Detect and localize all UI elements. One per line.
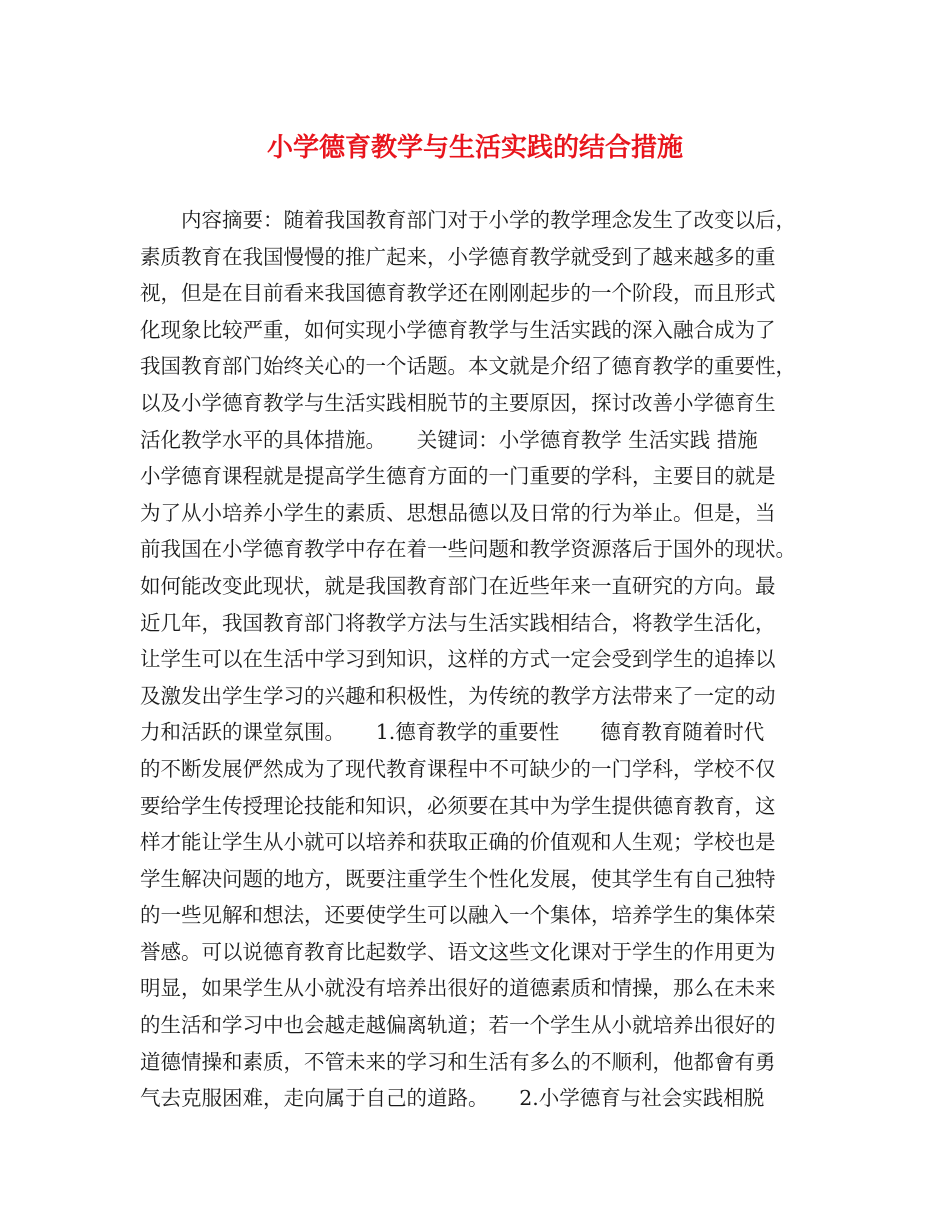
- text-line: 如何能改变此现状，就是我国教育部门在近些年来一直研究的方向。最: [140, 573, 776, 598]
- text-line: 样才能让学生从小就可以培养和获取正确的价值观和人生观；学校也是: [140, 830, 776, 855]
- document-title: 小学德育教学与生活实践的结合措施: [266, 133, 683, 163]
- text-line: 的不断发展俨然成为了现代教育课程中不可缺少的一门学科，学校不仅: [140, 756, 776, 781]
- text-line: 道德情操和素质，不管未来的学习和生活有多么的不顺利，他都會有勇: [140, 1049, 776, 1074]
- document-body: [140, 202, 820, 1117]
- text-line: 的生活和学习中也会越走越偏离轨道；若一个学生从小就培养出很好的: [140, 1013, 776, 1038]
- text-line: 以及小学德育教学与生活实践相脱节的主要原因，探讨改善小学德育生: [140, 390, 776, 415]
- text-line: 力和活跃的课堂氛围。 1.德育教学的重要性 德育教育随着时代: [140, 720, 765, 745]
- text-line: 明显，如果学生从小就没有培养出很好的道德素质和情操，那么在未来: [140, 976, 776, 1001]
- text-line: 素质教育在我国慢慢的推广起来，小学德育教学就受到了越来越多的重: [140, 244, 776, 269]
- text-line: 视，但是在目前看来我国德育教学还在刚刚起步的一个阶段，而且形式: [140, 281, 776, 306]
- text-line: 内容摘要：随着我国教育部门对于小学的教学理念发生了改变以后，: [140, 208, 796, 232]
- text-line: 化现象比较严重，如何实现小学德育教学与生活实践的深入融合成为了: [140, 317, 776, 342]
- text-line: 前我国在小学德育教学中存在着一些问题和教学资源落后于国外的现状。: [140, 537, 796, 562]
- text-line: 的一些见解和想法，还要使学生可以融入一个集体，培养学生的集体荣: [140, 903, 776, 928]
- text-line: 学生解决问题的地方，既要注重学生个性化发展，使其学生有自己独特: [140, 866, 776, 891]
- text-line: 及激发出学生学习的兴趣和积极性，为传统的教学方法带来了一定的动: [140, 683, 776, 708]
- text-line: 我国教育部门始终关心的一个话题。本文就是介绍了德育教学的重要性，: [140, 354, 796, 379]
- text-line: 活化教学水平的具体措施。 关键词：小学德育教学 生活实践 措施: [140, 427, 758, 452]
- text-line: 为了从小培养小学生的素质、思想品德以及日常的行为举止。但是，当: [140, 500, 776, 525]
- text-line: 让学生可以在生活中学习到知识，这样的方式一定会受到学生的追捧以: [140, 647, 776, 672]
- text-line: 近几年，我国教育部门将教学方法与生活实践相结合，将教学生活化，: [140, 610, 776, 635]
- text-line: 要给学生传授理论技能和知识，必须要在其中为学生提供德育教育，这: [140, 793, 776, 818]
- text-line: 誉感。可以说德育教育比起数学、语文这些文化课对于学生的作用更为: [140, 939, 776, 964]
- text-line: 气去克服困难，走向属于自己的道路。 2.小学德育与社会实践相脱: [140, 1086, 765, 1111]
- text-line: 小学德育课程就是提高学生德育方面的一门重要的学科，主要目的就是: [140, 464, 776, 489]
